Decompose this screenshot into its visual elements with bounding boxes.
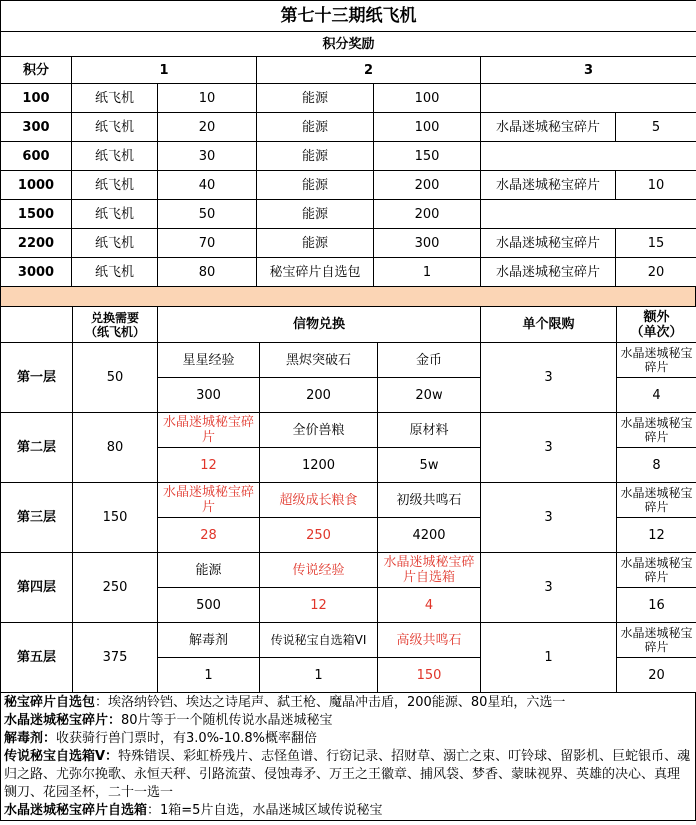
extra-reward-qty: 16: [617, 588, 696, 623]
exchange-item-name: 水晶迷城秘宝碎片自选箱: [378, 553, 481, 588]
reward2-name: 能源: [257, 171, 374, 200]
exchange-item-qty: 28: [158, 518, 260, 553]
points-row: [1, 200, 696, 229]
reward2-name: 秘宝碎片自选包: [257, 258, 374, 287]
exchange-item-qty: 12: [260, 588, 378, 623]
reward3-qty: 20: [616, 258, 696, 287]
header-reward-3: 3: [481, 57, 696, 84]
points-reward-table: [0, 0, 696, 287]
exchange-item-name: 原材料: [378, 413, 481, 448]
reward1-name: 纸飞机: [72, 84, 158, 113]
section-divider: [0, 287, 696, 306]
reward2-qty: 200: [374, 171, 481, 200]
header-reward-2: 2: [257, 57, 481, 84]
reward1-name: 纸飞机: [72, 258, 158, 287]
points-value: 3000: [1, 258, 72, 287]
floor-cost: 250: [73, 553, 158, 623]
exchange-item-qty: 12: [158, 448, 260, 483]
purchase-limit: 3: [481, 413, 617, 483]
exchange-item-name: 传说经验: [260, 553, 378, 588]
notes-section: [0, 693, 696, 821]
note-line: [4, 712, 692, 730]
reward3-qty: 15: [616, 229, 696, 258]
exchange-item-qty: 1: [158, 658, 260, 693]
extra-reward-name: 水晶迷城秘宝碎片: [617, 553, 696, 588]
exchange-item-qty: 500: [158, 588, 260, 623]
reward2-name: 能源: [257, 200, 374, 229]
exchange-item-qty: 4200: [378, 518, 481, 553]
exchange-item-qty: 1: [260, 658, 378, 693]
header-reward-1: 1: [72, 57, 257, 84]
purchase-limit: 3: [481, 553, 617, 623]
floor-cost: 375: [73, 623, 158, 693]
note-label: 传说秘宝自选箱V：: [4, 749, 119, 764]
reward3-empty: [481, 200, 696, 229]
floor-cost: 50: [73, 343, 158, 413]
reward3-qty: 10: [616, 171, 696, 200]
exchange-row: [1, 343, 696, 378]
floor-label: 第三层: [1, 483, 73, 553]
points-value: 1000: [1, 171, 72, 200]
exchange-table: [0, 306, 696, 693]
floor-label: 第二层: [1, 413, 73, 483]
extra-reward-qty: 20: [617, 658, 696, 693]
points-row: [1, 84, 696, 113]
points-row: [1, 229, 696, 258]
reward2-name: 能源: [257, 142, 374, 171]
exchange-item-qty: 4: [378, 588, 481, 623]
page-title: 第七十三期纸飞机: [1, 1, 696, 32]
header-items: 信物兑换: [158, 307, 481, 343]
extra-reward-qty: 8: [617, 448, 696, 483]
exchange-item-qty: 250: [260, 518, 378, 553]
exchange-item-name: 能源: [158, 553, 260, 588]
reward1-name: 纸飞机: [72, 113, 158, 142]
reward3-name: 水晶迷城秘宝碎片: [481, 171, 616, 200]
note-label: 水晶迷城秘宝碎片：: [4, 713, 122, 728]
points-value: 1500: [1, 200, 72, 229]
points-value: 300: [1, 113, 72, 142]
points-row: [1, 258, 696, 287]
points-row: [1, 113, 696, 142]
reward1-name: 纸飞机: [72, 171, 158, 200]
section-subtitle: 积分奖励: [1, 32, 696, 57]
exchange-item-qty: 1200: [260, 448, 378, 483]
reward2-qty: 100: [374, 84, 481, 113]
reward3-qty: 5: [616, 113, 696, 142]
exchange-item-name: 全价兽粮: [260, 413, 378, 448]
reward1-qty: 20: [158, 113, 257, 142]
reward2-name: 能源: [257, 84, 374, 113]
note-label: 秘宝碎片自选包: [4, 695, 96, 710]
header-floor-blank: [1, 307, 73, 343]
reward2-name: 能源: [257, 113, 374, 142]
note-text: ：埃洛纳铃铛、埃达之诗尾声、弑王枪、魔晶冲击盾，200能源、80星珀，六选一: [95, 695, 566, 710]
exchange-item-qty: 20w: [378, 378, 481, 413]
reward1-qty: 10: [158, 84, 257, 113]
exchange-item-name: 解毒剂: [158, 623, 260, 658]
exchange-item-name: 水晶迷城秘宝碎片: [158, 413, 260, 448]
extra-reward-qty: 4: [617, 378, 696, 413]
reward1-qty: 40: [158, 171, 257, 200]
reward1-name: 纸飞机: [72, 200, 158, 229]
floor-label: 第一层: [1, 343, 73, 413]
header-points: 积分: [1, 57, 72, 84]
purchase-limit: 1: [481, 623, 617, 693]
floor-cost: 80: [73, 413, 158, 483]
reward1-qty: 30: [158, 142, 257, 171]
reward2-qty: 1: [374, 258, 481, 287]
exchange-item-qty: 300: [158, 378, 260, 413]
note-line: [4, 802, 692, 820]
exchange-item-name: 超级成长粮食: [260, 483, 378, 518]
reward2-name: 能源: [257, 229, 374, 258]
note-line: [4, 748, 692, 802]
note-line: [4, 694, 692, 712]
reward3-name: 水晶迷城秘宝碎片: [481, 229, 616, 258]
points-value: 600: [1, 142, 72, 171]
reward2-qty: 200: [374, 200, 481, 229]
exchange-item-qty: 200: [260, 378, 378, 413]
header-cost: 兑换需要 （纸飞机）: [73, 307, 158, 343]
exchange-item-name: 水晶迷城秘宝碎片: [158, 483, 260, 518]
reward3-empty: [481, 84, 696, 113]
header-limit: 单个限购: [481, 307, 617, 343]
exchange-item-name: 黑烬突破石: [260, 343, 378, 378]
purchase-limit: 3: [481, 483, 617, 553]
reward1-name: 纸飞机: [72, 142, 158, 171]
note-text: ：1箱=5片自选，水晶迷城区域传说秘宝: [147, 803, 383, 818]
exchange-item-qty: 5w: [378, 448, 481, 483]
exchange-row: [1, 553, 696, 588]
extra-reward-name: 水晶迷城秘宝碎片: [617, 413, 696, 448]
reward3-name: 水晶迷城秘宝碎片: [481, 258, 616, 287]
floor-label: 第五层: [1, 623, 73, 693]
exchange-row: [1, 413, 696, 448]
points-row: [1, 171, 696, 200]
reward2-qty: 100: [374, 113, 481, 142]
extra-reward-name: 水晶迷城秘宝碎片: [617, 623, 696, 658]
extra-reward-name: 水晶迷城秘宝碎片: [617, 483, 696, 518]
header-extra: 额外 （单次）: [617, 307, 696, 343]
reward2-qty: 300: [374, 229, 481, 258]
note-label: 水晶迷城秘宝碎片自选箱: [4, 803, 148, 818]
reward1-name: 纸飞机: [72, 229, 158, 258]
extra-reward-qty: 12: [617, 518, 696, 553]
points-value: 100: [1, 84, 72, 113]
note-text: 特殊错误、彩虹桥残片、志怪鱼谱、行窃记录、招财草、溺亡之束、叮铃球、留影机、巨蛇银币、魂归之路、尤弥尔挽歌、永恒天秤、引路流萤、侵蚀毒矛、万王之王徽章、捕风袋、梦香、蒙昧视界、英雄的决心、真理铡刀、花园圣杯，二十一选一: [4, 749, 691, 800]
reward1-qty: 80: [158, 258, 257, 287]
exchange-item-qty: 150: [378, 658, 481, 693]
points-row: [1, 142, 696, 171]
reward1-qty: 50: [158, 200, 257, 229]
exchange-row: [1, 623, 696, 658]
exchange-row: [1, 483, 696, 518]
exchange-item-name: 金币: [378, 343, 481, 378]
points-value: 2200: [1, 229, 72, 258]
reward3-name: 水晶迷城秘宝碎片: [481, 113, 616, 142]
exchange-item-name: 传说秘宝自选箱VI: [260, 623, 378, 658]
exchange-item-name: 高级共鸣石: [378, 623, 481, 658]
reward2-qty: 150: [374, 142, 481, 171]
exchange-item-name: 初级共鸣石: [378, 483, 481, 518]
floor-label: 第四层: [1, 553, 73, 623]
note-line: [4, 730, 692, 748]
note-label: 解毒剂：: [4, 731, 57, 746]
extra-reward-name: 水晶迷城秘宝碎片: [617, 343, 696, 378]
reward3-empty: [481, 142, 696, 171]
reward1-qty: 70: [158, 229, 257, 258]
exchange-item-name: 星星经验: [158, 343, 260, 378]
note-text: 80片等于一个随机传说水晶迷城秘宝: [121, 713, 333, 728]
floor-cost: 150: [73, 483, 158, 553]
note-text: 收获骑行兽门票时，有3.0%-10.8%概率翻倍: [56, 731, 318, 746]
purchase-limit: 3: [481, 343, 617, 413]
